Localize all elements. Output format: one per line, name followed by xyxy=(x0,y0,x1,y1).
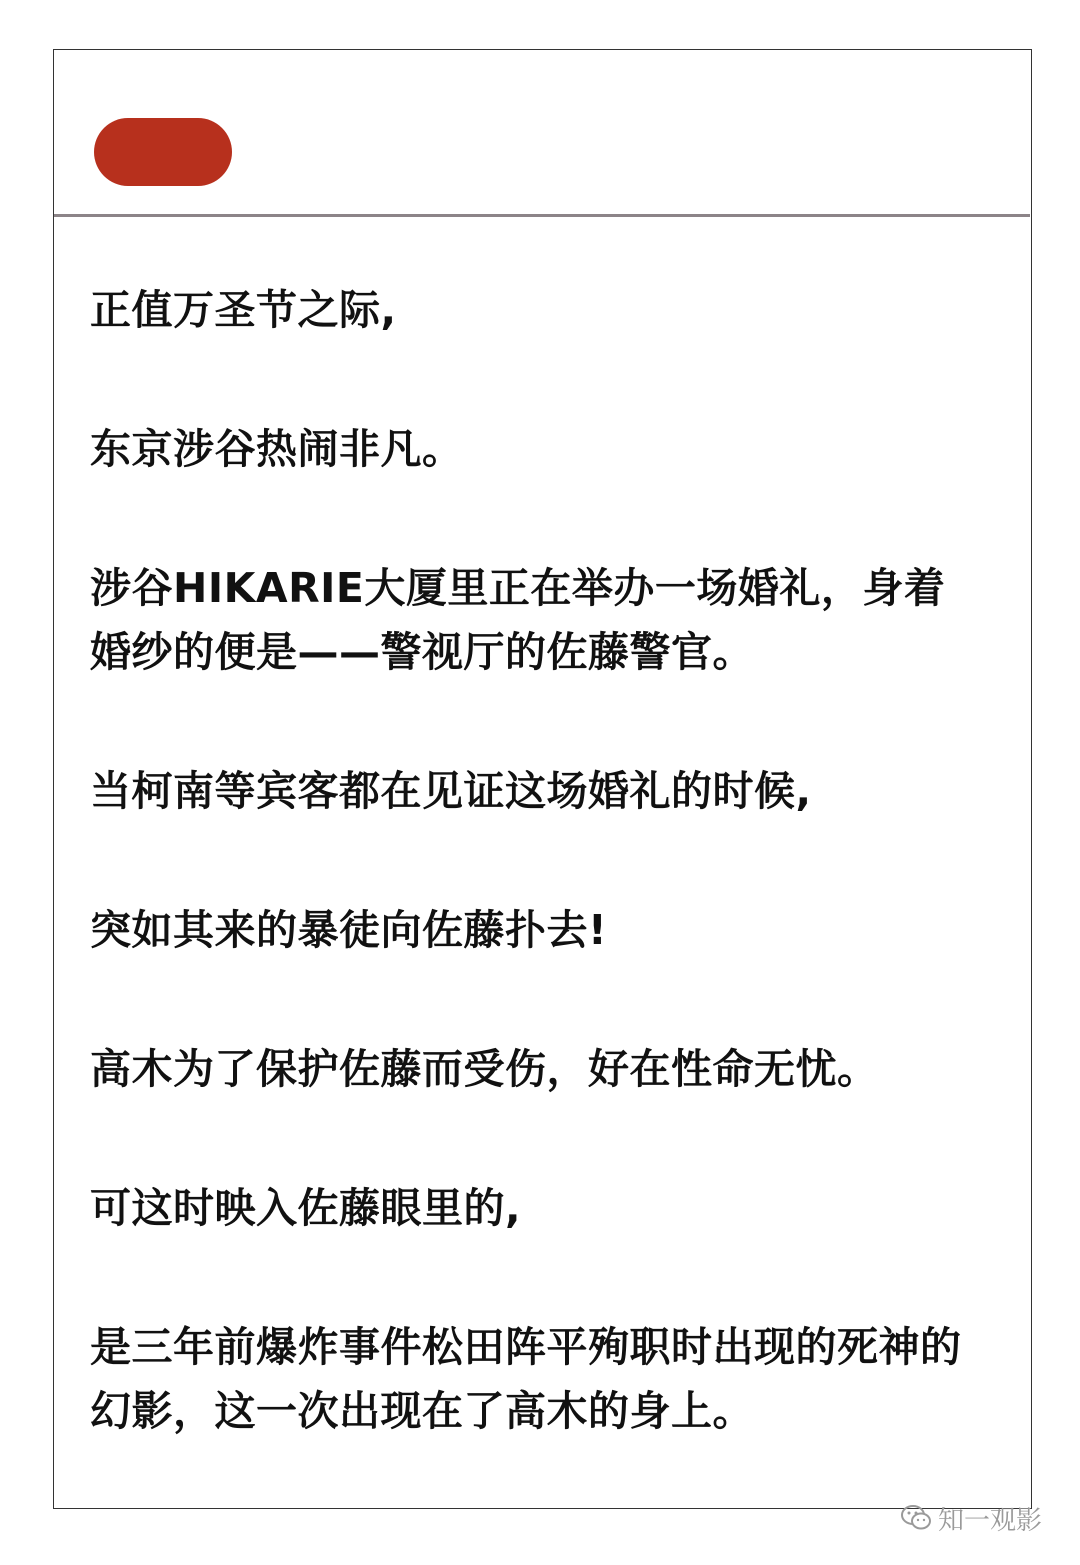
article-card xyxy=(53,49,1032,1509)
wechat-icon xyxy=(900,1502,932,1534)
watermark-text: 知一观影 xyxy=(938,1505,1043,1536)
paragraph-7: 可这时映入佐藤眼里的, xyxy=(90,1184,522,1232)
paragraph-5: 突如其来的暴徒向佐藤扑去! xyxy=(90,906,608,954)
article-body xyxy=(90,278,970,1443)
paragraph-4: 当柯南等宾客都在见证这场婚礼的时候, xyxy=(90,767,812,815)
watermark xyxy=(900,1498,1042,1538)
paragraph-6: 高木为了保护佐藤而受伤，好在性命无忧。 xyxy=(90,1045,879,1093)
paragraph-1: 正值万圣节之际, xyxy=(90,286,397,334)
paragraph-8: 是三年前爆炸事件松田阵平殉职时出现的死神的幻影，这一次出现在了高木的身上。 xyxy=(90,1323,962,1435)
paragraph-2: 东京涉谷热闹非凡。 xyxy=(90,425,464,473)
header-divider xyxy=(54,214,1030,217)
header-accent-pill xyxy=(94,118,232,186)
paragraph-3: 涉谷HIKARIE大厦里正在举办一场婚礼，身着婚纱的便是——警视厅的佐藤警官。 xyxy=(90,564,946,676)
